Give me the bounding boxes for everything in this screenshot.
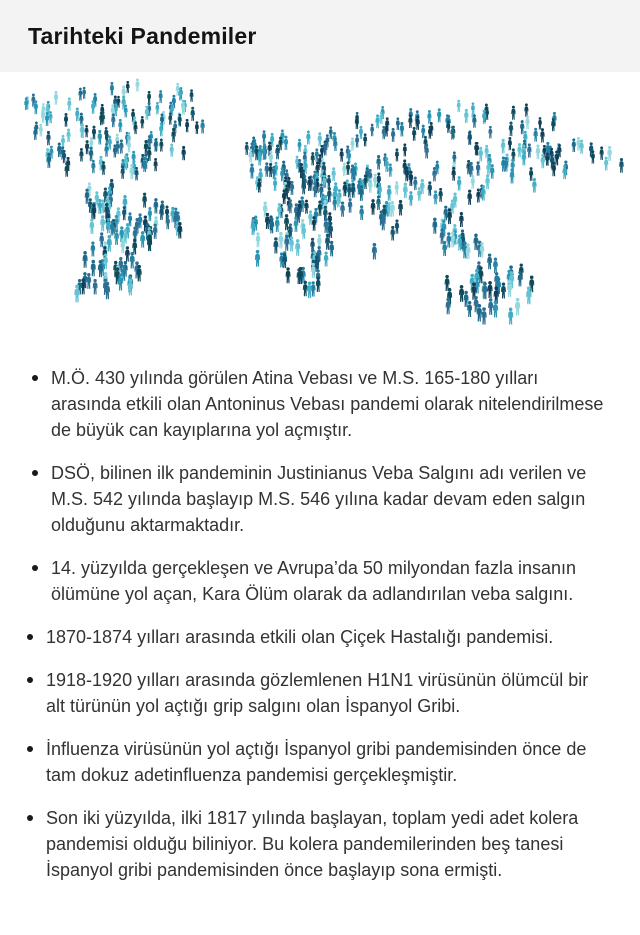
list-item-text: 1918-1920 yılları arasında gözlemlenen H1N1 virüsünün ölümcül bir alt türünün yol açtığı grip salgını olan İspanyol Gribi. [46, 670, 589, 716]
bullet-dot-icon [27, 746, 33, 752]
list-item [32, 555, 606, 607]
list-item-text: Son iki yüzyılda, ilki 1817 yılında başlayan, toplam yedi adet kolera pandemisi olduğu biliniyor. Bu kolera pandemilerinden beş tanesi İspanyol gribi pandemisinden önce başlayıp sona ermişti. [46, 808, 579, 880]
list-item [27, 667, 604, 719]
list-item-text: 14. yüzyılda gerçekleşen ve Avrupa’da 50 milyondan fazla insanın ölümüne yol açan, Kara Ölüm olarak da adlandırılan veba salgını. [51, 558, 576, 604]
list-item-text: İnfluenza virüsünün yol açtığı İspanyol gribi pandemisinden önce de tam dokuz adetinfluenza pandemisi gerçekleşmiştir. [46, 739, 587, 785]
list-item [27, 805, 604, 883]
list-item [27, 736, 604, 788]
bullet-dot-icon [27, 815, 33, 821]
list-item [27, 624, 604, 650]
pandemic-history-list [27, 365, 606, 883]
world-map-illustration [0, 72, 640, 348]
list-item-text: M.Ö. 430 yılında görülen Atina Vebası ve M.S. 165-180 yılları arasında etkili olan Antoninus Vebası pandemi olarak nitelendirilmese de büyük can kayıplarına yol açmıştır. [51, 368, 604, 440]
page-title: Tarihteki Pandemiler [28, 22, 257, 49]
list-item [32, 365, 606, 443]
page-header [0, 0, 640, 72]
list-item-text: 1870-1874 yılları arasında etkili olan Çiçek Hastalığı pandemisi. [46, 627, 554, 647]
list-item-text: DSÖ, bilinen ilk pandeminin Justinianus Veba Salgını adı verilen ve M.S. 542 yılında başlayıp M.S. 546 yılına kadar devam eden salgın olduğunu aktarmaktadır. [51, 463, 587, 535]
bullet-dot-icon [32, 375, 38, 381]
world-map-of-people-icon [0, 72, 640, 348]
bullet-dot-icon [32, 565, 38, 571]
bullet-dot-icon [27, 634, 33, 640]
bullet-dot-icon [32, 470, 38, 476]
list-item [32, 460, 606, 538]
bullet-dot-icon [27, 677, 33, 683]
